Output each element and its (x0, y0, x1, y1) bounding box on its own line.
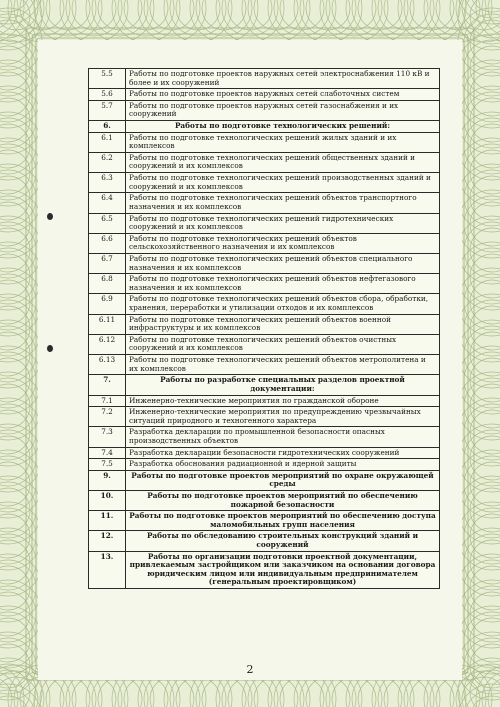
table-row (89, 69, 440, 89)
row-text: Работы по подготовке технологических решений объектов транспортного назначения и их комплексов (126, 193, 440, 213)
row-text: Разработка обоснования радиационной и ядерной защиты (126, 459, 440, 471)
row-number: 6.9 (89, 294, 126, 314)
row-text: Работы по подготовке проектов наружных сетей слаботочных систем (126, 89, 440, 101)
table-row (89, 355, 440, 375)
row-text: Работы по подготовке технологических решений объектов сбора, обработки, хранения, переработки и утилизации отходов и их комплексов (126, 294, 440, 314)
row-text: Разработка декларации безопасности гидротехнических сооружений (126, 447, 440, 459)
row-number: 6.4 (89, 193, 126, 213)
table-row (89, 294, 440, 314)
row-number: 6.6 (89, 233, 126, 253)
table-row (89, 173, 440, 193)
table-row (89, 233, 440, 253)
page-number: 2 (246, 663, 254, 676)
row-text: Работы по подготовке технологических решений объектов метрополитена и их комплексов (126, 355, 440, 375)
table-row (89, 253, 440, 273)
row-number: 13. (89, 551, 126, 588)
row-text: Работы по подготовке проектов мероприятий по обеспечению пожарной безопасности (126, 490, 440, 510)
row-number: 7.5 (89, 459, 126, 471)
table-row (89, 121, 440, 133)
row-number: 7.3 (89, 427, 126, 447)
table-row (89, 407, 440, 427)
row-text: Работы по подготовке технологических решений жилых зданий и их комплексов (126, 132, 440, 152)
row-number: 5.6 (89, 89, 126, 101)
row-number: 6.7 (89, 253, 126, 273)
row-number: 7.1 (89, 395, 126, 407)
table-row (89, 490, 440, 510)
table-row (89, 89, 440, 101)
row-text: Работы по подготовке технологических решений объектов сельскохозяйственного назначения и их комплексов (126, 233, 440, 253)
row-text: Работы по подготовке технологических решений общественных зданий и сооружений и их комплексов (126, 152, 440, 172)
row-text: Работы по разработке специальных разделов проектной документации: (126, 375, 440, 395)
binding-hole (47, 345, 53, 352)
row-number: 6. (89, 121, 126, 133)
table-row (89, 447, 440, 459)
row-text: Работы по подготовке технологических решений: (126, 121, 440, 133)
row-text: Работы по обследованию строительных конструкций зданий и сооружений (126, 531, 440, 551)
row-number: 7. (89, 375, 126, 395)
table-row (89, 314, 440, 334)
table-row (89, 511, 440, 531)
row-number: 6.12 (89, 334, 126, 354)
row-text: Работы по подготовке технологических решений объектов нефтегазового назначения и их комплексов (126, 274, 440, 294)
row-number: 10. (89, 490, 126, 510)
table-row (89, 274, 440, 294)
row-number: 6.8 (89, 274, 126, 294)
row-text: Работы по подготовке проектов мероприятий по охране окружающей среды (126, 470, 440, 490)
table-row (89, 395, 440, 407)
row-number: 6.1 (89, 132, 126, 152)
row-text: Работы по подготовке технологических решений объектов очистных сооружений и их комплексов (126, 334, 440, 354)
row-text: Работы по подготовке технологических решений объектов специального назначения и их комплексов (126, 253, 440, 273)
table-row (89, 470, 440, 490)
row-number: 6.11 (89, 314, 126, 334)
row-number: 6.3 (89, 173, 126, 193)
table-row (89, 334, 440, 354)
table-row (89, 531, 440, 551)
row-text: Работы по подготовке технологических решений объектов военной инфраструктуры и их комплексов (126, 314, 440, 334)
table-row (89, 375, 440, 395)
row-text: Работы по подготовке технологических решений производственных зданий и сооружений и их комплексов (126, 173, 440, 193)
row-text: Инженерно-технические мероприятия по гражданской обороне (126, 395, 440, 407)
row-number: 11. (89, 511, 126, 531)
row-number: 5.5 (89, 69, 126, 89)
table-row (89, 427, 440, 447)
binding-hole (47, 213, 53, 220)
row-text: Инженерно-технические мероприятия по предупреждению чрезвычайных ситуаций природного и техногенного характера (126, 407, 440, 427)
row-text: Работы по подготовке проектов наружных сетей электроснабжения 110 кВ и более и их сооружений (126, 69, 440, 89)
row-number: 6.5 (89, 213, 126, 233)
row-text: Работы по подготовке проектов мероприятий по обеспечению доступа маломобильных групп населения (126, 511, 440, 531)
row-number: 7.4 (89, 447, 126, 459)
table-row (89, 132, 440, 152)
row-number: 12. (89, 531, 126, 551)
table-row (89, 193, 440, 213)
row-text: Разработка декларации по промышленной безопасности опасных производственных объектов (126, 427, 440, 447)
row-text: Работы по подготовке проектов наружных сетей газоснабжения и их сооружений (126, 100, 440, 120)
table-row (89, 459, 440, 471)
row-text: Работы по подготовке технологических решений гидротехнических сооружений и их комплексов (126, 213, 440, 233)
work-types-table (88, 68, 440, 589)
row-number: 7.2 (89, 407, 126, 427)
table-row (89, 100, 440, 120)
row-number: 9. (89, 470, 126, 490)
table-row (89, 213, 440, 233)
table-row (89, 551, 440, 588)
row-text: Работы по организации подготовки проектной документации, привлекаемым застройщиком или заказчиком на основании договора юридическим лицом или индивидуальным предпринимателем (генеральным проектировщиком) (126, 551, 440, 588)
table-row (89, 152, 440, 172)
row-number: 6.13 (89, 355, 126, 375)
row-number: 5.7 (89, 100, 126, 120)
row-number: 6.2 (89, 152, 126, 172)
